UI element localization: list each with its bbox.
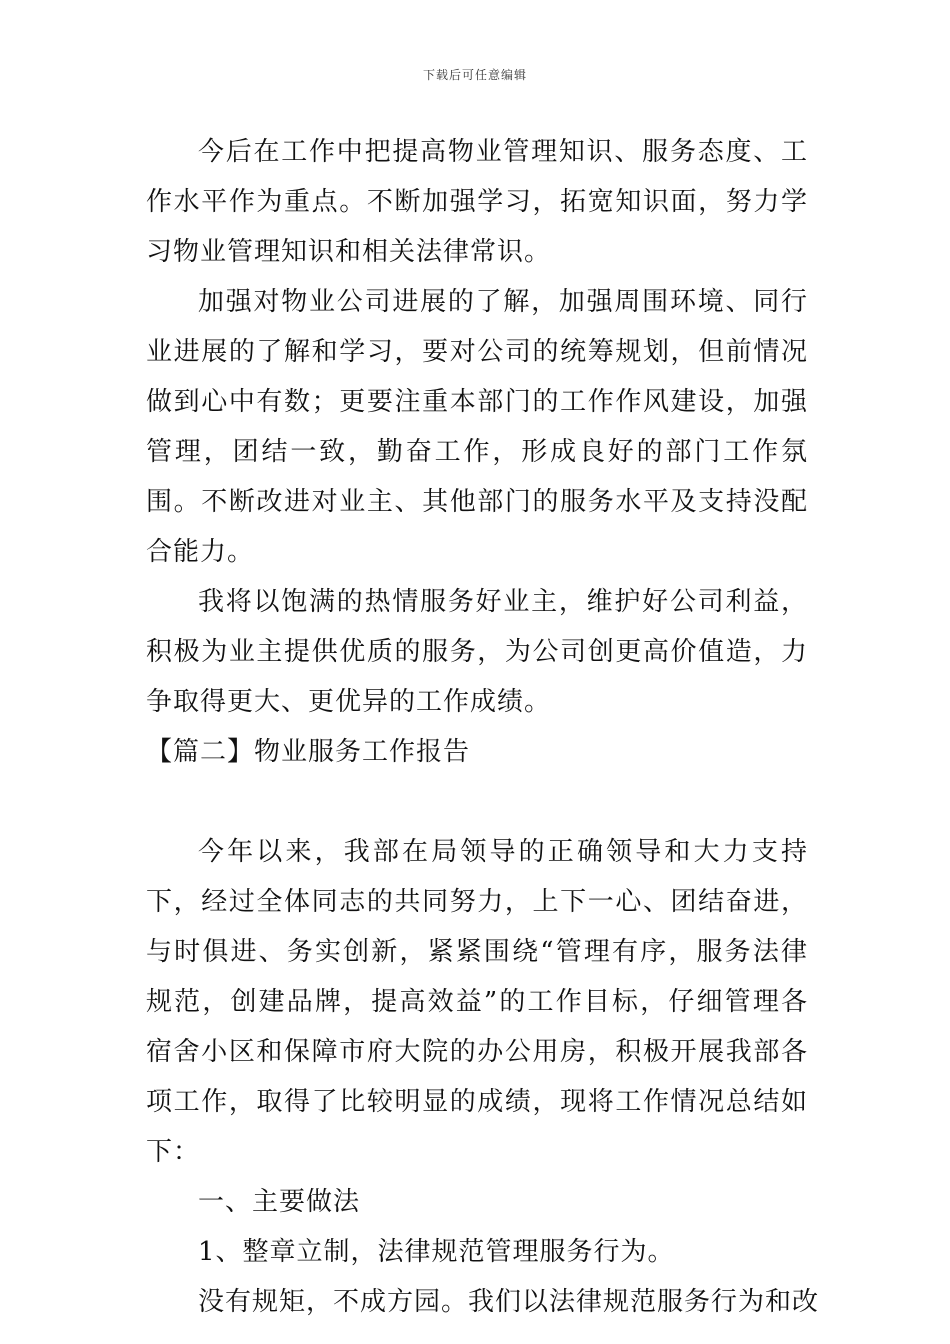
header-note: 下载后可任意编辑 bbox=[422, 68, 527, 82]
paragraph-improve-knowledge: 今后在工作中把提高物业管理知识、服务态度、工作水平作为重点。不断加强学习，拓宽知识面，努力学习物业管理知识和相关法律常识。 bbox=[146, 137, 808, 267]
paragraph-strengthen-understanding: 加强对物业公司进展的了解，加强周围环境、同行业进展的了解和学习，要对公司的统筹规划，但前情况做到心中有数；更要注重本部门的工作作风建设，加强管理，团结一致，勤奋工作，形成良好的部门工作氛围。不断改进对业主、其他部门的服务水平及支持没配合能力。 bbox=[146, 287, 808, 567]
paragraph-rules: 没有规矩，不成方园。我们以法律规范服务行为和改 bbox=[198, 1287, 820, 1317]
subheading-regulations: 1、整章立制，法律规范管理服务行为。 bbox=[198, 1237, 675, 1267]
paragraph-year-summary: 今年以来，我部在局领导的正确领导和大力支持下，经过全体同志的共同努力，上下一心、团结奋进，与时俱进、务实创新，紧紧围绕“管理有序，服务法律规范，创建品牌，提高效益”的工作目标，仔细管理各宿舍小区和保障市府大院的办公用房，积极开展我部各项工作，取得了比较明显的成绩，现将工作情况总结如下： bbox=[146, 837, 808, 1167]
section-heading: 【篇二】物业服务工作报告 bbox=[146, 737, 471, 767]
document-body bbox=[146, 127, 820, 1327]
blank-line bbox=[146, 777, 808, 827]
paragraph-serve-owners: 我将以饱满的热情服务好业主，维护好公司利益，积极为业主提供优质的服务，为公司创更高价值造，力争取得更大、更优异的工作成绩。 bbox=[146, 587, 808, 717]
subheading-main-practices: 一、主要做法 bbox=[198, 1187, 361, 1217]
